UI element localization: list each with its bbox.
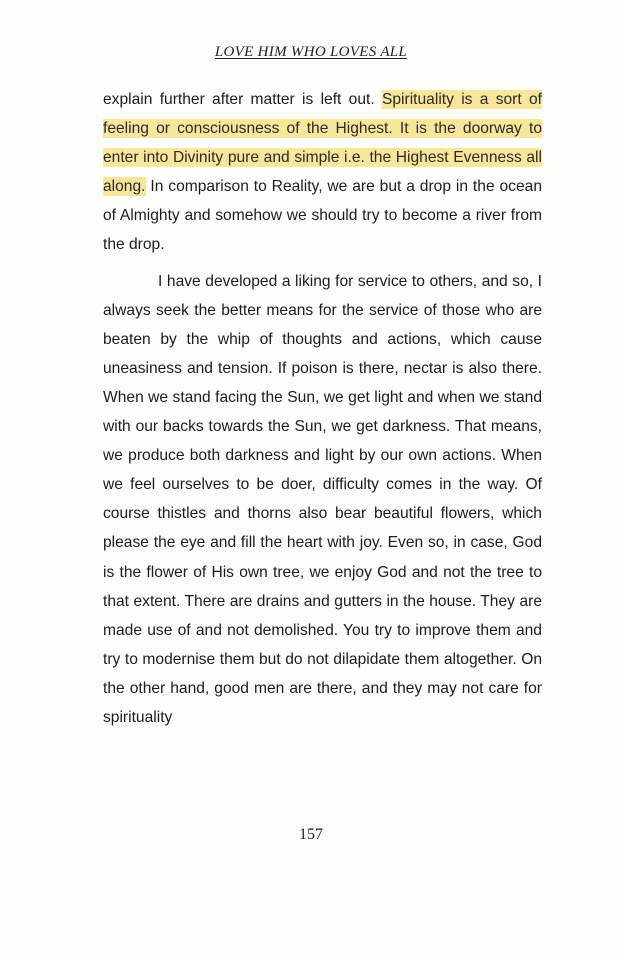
highlighted-passage: Spirituality is a sort of feeling or consciousness of the Highest. It is the doorway to enter into Divinity pure and simple i.e. the Highest Evenness all along.: [103, 91, 543, 196]
page-number: 157: [299, 826, 323, 843]
paragraph-2: I have developed a liking for service to others, and so, I always seek the better means for the service of those who are beaten by the whip of thoughts and actions, which cause uneasiness and tension. If poison is there, nectar is also there. When we stand facing the Sun, we get light and when we stand with our backs towards the Sun, we get darkness. That means, we produce both darkness and light by our own actions. When we feel ourselves to be doer, difficulty comes in the way. Of course thistles and thorns also bear beautiful flowers, which please the eye and fill the heart with joy. Even so, in case, God is the flower of His own tree, we enjoy God and not the tree to that extent. There are drains and gutters in the house. They are made use of and not demolished. You try to improve them and try to modernise them but do not dilapidate them altogether. On the other hand, good men are there, and they may not care for spirituality: [103, 272, 542, 726]
paragraph-1: [103, 85, 542, 260]
body-text: [103, 85, 542, 732]
paragraph-1-rest: In comparison to Reality, we are but a drop in the ocean of Almighty and somehow we should try to become a river from the drop.: [103, 178, 542, 254]
running-header: LOVE HIM WHO LOVES ALL: [214, 44, 408, 60]
paragraph-1-lead: explain further after matter is left out.: [103, 91, 382, 108]
